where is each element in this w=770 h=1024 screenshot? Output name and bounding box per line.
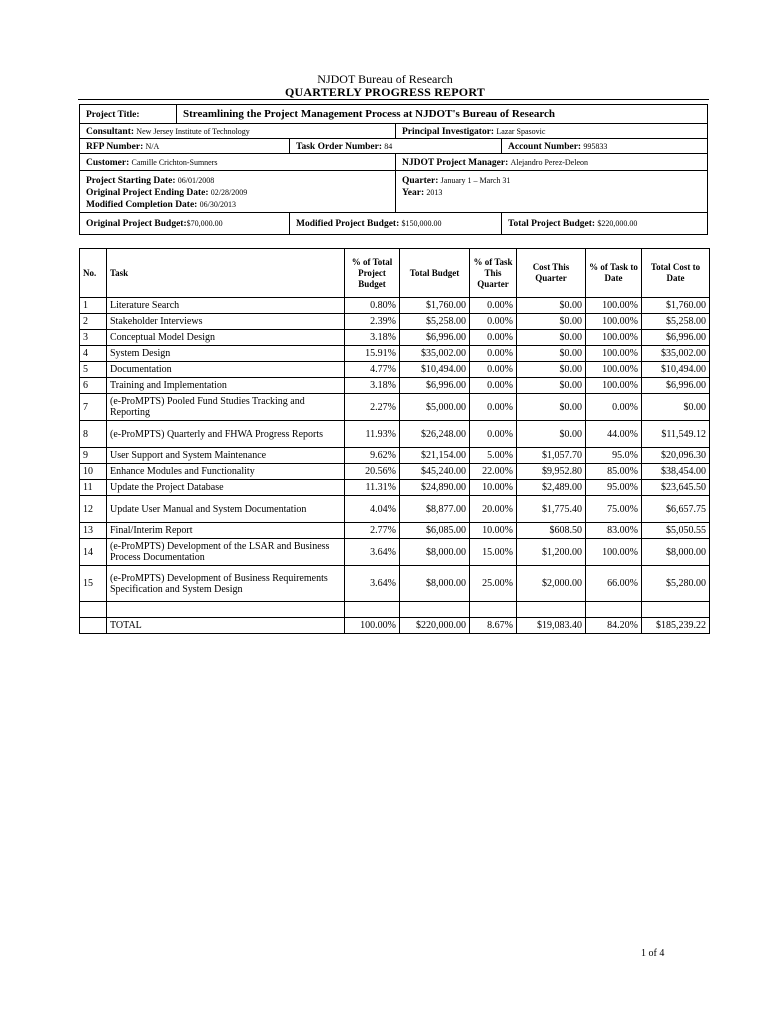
cell-task: User Support and System Maintenance bbox=[107, 448, 345, 464]
cell-pct-quarter: 15.00% bbox=[470, 539, 517, 566]
cell-total-budget: $5,258.00 bbox=[400, 314, 470, 330]
cell-pct-quarter: 20.00% bbox=[470, 496, 517, 523]
orig-end-value: 02/28/2009 bbox=[210, 188, 248, 197]
cell-pct-budget: 0.80% bbox=[345, 298, 400, 314]
table-total-row bbox=[80, 618, 710, 634]
cell-pct-budget: 3.64% bbox=[345, 566, 400, 602]
cell-total-budget: $21,154.00 bbox=[400, 448, 470, 464]
cell-total-budget: $220,000.00 bbox=[400, 618, 470, 634]
table-row bbox=[80, 539, 710, 566]
task-order-label: Task Order Number: bbox=[296, 142, 383, 152]
cell-cost-date: $5,258.00 bbox=[642, 314, 710, 330]
cell-pct-date: 66.00% bbox=[586, 566, 642, 602]
cell-pct-budget: 3.64% bbox=[345, 539, 400, 566]
task-budget-table bbox=[79, 248, 710, 634]
cell-no: 10 bbox=[80, 464, 107, 480]
cell-pct-date: 95.0% bbox=[586, 448, 642, 464]
project-info-block bbox=[79, 104, 708, 235]
cell-cost-quarter: $9,952.80 bbox=[517, 464, 586, 480]
table-row bbox=[80, 480, 710, 496]
cell-cost-quarter: $0.00 bbox=[517, 314, 586, 330]
mod-end-label: Modified Completion Date: bbox=[86, 200, 198, 210]
cell-no bbox=[80, 618, 107, 634]
cell-cost-quarter: $19,083.40 bbox=[517, 618, 586, 634]
cell-cost-date: $6,996.00 bbox=[642, 378, 710, 394]
cell-pct-budget: 11.93% bbox=[345, 421, 400, 448]
cell-total-budget: $26,248.00 bbox=[400, 421, 470, 448]
mod-budget-value: $150,000.00 bbox=[401, 219, 442, 228]
cell-cost-quarter: $0.00 bbox=[517, 394, 586, 421]
table-row bbox=[80, 566, 710, 602]
table-row bbox=[80, 496, 710, 523]
cell-pct-date: 75.00% bbox=[586, 496, 642, 523]
cell-pct-quarter: 0.00% bbox=[470, 394, 517, 421]
col-header-no: No. bbox=[80, 249, 107, 298]
table-blank-row bbox=[80, 602, 710, 618]
cell-pct-budget: 15.91% bbox=[345, 346, 400, 362]
cell-task: Conceptual Model Design bbox=[107, 330, 345, 346]
cell-pct-quarter: 25.00% bbox=[470, 566, 517, 602]
cell-total-budget: $8,877.00 bbox=[400, 496, 470, 523]
cell-pct-date: 100.00% bbox=[586, 330, 642, 346]
rfp-value: N/A bbox=[145, 142, 160, 151]
cell-pct-quarter: 0.00% bbox=[470, 346, 517, 362]
pm-value: Alejandro Perez-Deleon bbox=[510, 158, 589, 167]
cell-pct-budget: 2.39% bbox=[345, 314, 400, 330]
cell-task: (e-ProMPTS) Development of the LSAR and Business Process Documentation bbox=[107, 539, 345, 566]
pi-label: Principal Investigator: bbox=[402, 127, 495, 137]
cell-no: 1 bbox=[80, 298, 107, 314]
cell-no: 13 bbox=[80, 523, 107, 539]
cell-pct-date: 100.00% bbox=[586, 298, 642, 314]
table-row bbox=[80, 394, 710, 421]
cell-pct-quarter: 0.00% bbox=[470, 362, 517, 378]
cell-pct-budget: 4.04% bbox=[345, 496, 400, 523]
cell-pct-date: 84.20% bbox=[586, 618, 642, 634]
table-row bbox=[80, 346, 710, 362]
cell-task: (e-ProMPTS) Development of Business Requirements Specification and System Design bbox=[107, 566, 345, 602]
cell-cost-date: $10,494.00 bbox=[642, 362, 710, 378]
customer-label: Customer: bbox=[86, 158, 130, 168]
cell-pct-quarter: 8.67% bbox=[470, 618, 517, 634]
cell-no: 9 bbox=[80, 448, 107, 464]
cell-pct-date: 44.00% bbox=[586, 421, 642, 448]
cell-total-budget: $6,996.00 bbox=[400, 378, 470, 394]
cell-total-budget: $45,240.00 bbox=[400, 464, 470, 480]
orig-budget-value: $70,000.00 bbox=[186, 219, 223, 228]
quarter-label: Quarter: bbox=[402, 176, 439, 186]
cell-total-label: TOTAL bbox=[107, 618, 345, 634]
cell-task: Training and Implementation bbox=[107, 378, 345, 394]
cell-total-budget: $24,890.00 bbox=[400, 480, 470, 496]
cell-pct-date: 85.00% bbox=[586, 464, 642, 480]
table-row bbox=[80, 421, 710, 448]
year-label: Year: bbox=[402, 188, 425, 198]
col-header-pct-date: % of Task to Date bbox=[586, 249, 642, 298]
cell-cost-quarter: $1,057.70 bbox=[517, 448, 586, 464]
account-value: 995833 bbox=[583, 142, 608, 151]
total-budget-value: $220,000.00 bbox=[597, 219, 638, 228]
cell-pct-budget: 9.62% bbox=[345, 448, 400, 464]
start-date-label: Project Starting Date: bbox=[86, 176, 176, 186]
cell-total-budget: $5,000.00 bbox=[400, 394, 470, 421]
cell-pct-date: 95.00% bbox=[586, 480, 642, 496]
cell-task: (e-ProMPTS) Pooled Fund Studies Tracking and Reporting bbox=[107, 394, 345, 421]
cell-total-budget: $8,000.00 bbox=[400, 539, 470, 566]
cell-pct-quarter: 10.00% bbox=[470, 480, 517, 496]
cell-no: 14 bbox=[80, 539, 107, 566]
cell-pct-quarter: 5.00% bbox=[470, 448, 517, 464]
project-title-label: Project Title: bbox=[86, 110, 140, 120]
cell-task: Update the Project Database bbox=[107, 480, 345, 496]
cell-total-budget: $8,000.00 bbox=[400, 566, 470, 602]
cell-pct-quarter: 22.00% bbox=[470, 464, 517, 480]
cell-cost-date: $1,760.00 bbox=[642, 298, 710, 314]
cell-pct-quarter: 0.00% bbox=[470, 421, 517, 448]
cell-cost-quarter: $0.00 bbox=[517, 421, 586, 448]
cell-cost-date: $35,002.00 bbox=[642, 346, 710, 362]
cell-total-budget: $35,002.00 bbox=[400, 346, 470, 362]
cell-pct-quarter: 0.00% bbox=[470, 378, 517, 394]
col-header-cost-date: Total Cost to Date bbox=[642, 249, 710, 298]
cell-pct-date: 100.00% bbox=[586, 362, 642, 378]
cell-cost-quarter: $2,000.00 bbox=[517, 566, 586, 602]
col-header-pct-budget: % of Total Project Budget bbox=[345, 249, 400, 298]
cell-pct-budget: 100.00% bbox=[345, 618, 400, 634]
task-order-value: 84 bbox=[384, 142, 393, 151]
start-date-value: 06/01/2008 bbox=[177, 176, 215, 185]
cell-cost-quarter: $1,775.40 bbox=[517, 496, 586, 523]
cell-no: 7 bbox=[80, 394, 107, 421]
cell-cost-date: $6,657.75 bbox=[642, 496, 710, 523]
cell-cost-date: $11,549.12 bbox=[642, 421, 710, 448]
cell-no: 3 bbox=[80, 330, 107, 346]
cell-pct-quarter: 0.00% bbox=[470, 330, 517, 346]
consultant-label: Consultant: bbox=[86, 127, 135, 137]
cell-total-budget: $10,494.00 bbox=[400, 362, 470, 378]
quarter-value: January 1 – March 31 bbox=[440, 176, 511, 185]
cell-pct-quarter: 0.00% bbox=[470, 314, 517, 330]
cell-cost-quarter: $0.00 bbox=[517, 298, 586, 314]
cell-pct-date: 83.00% bbox=[586, 523, 642, 539]
report-title: QUARTERLY PROGRESS REPORT bbox=[285, 85, 485, 99]
cell-pct-budget: 20.56% bbox=[345, 464, 400, 480]
cell-pct-date: 100.00% bbox=[586, 378, 642, 394]
cell-pct-date: 100.00% bbox=[586, 314, 642, 330]
cell-pct-budget: 4.77% bbox=[345, 362, 400, 378]
cell-pct-budget: 3.18% bbox=[345, 378, 400, 394]
table-row bbox=[80, 298, 710, 314]
org-name: NJDOT Bureau of Research bbox=[317, 72, 453, 86]
cell-task: Enhance Modules and Functionality bbox=[107, 464, 345, 480]
table-header-row bbox=[80, 249, 710, 298]
cell-task: Stakeholder Interviews bbox=[107, 314, 345, 330]
cell-cost-quarter: $608.50 bbox=[517, 523, 586, 539]
cell-task: System Design bbox=[107, 346, 345, 362]
cell-task: Documentation bbox=[107, 362, 345, 378]
table-row bbox=[80, 330, 710, 346]
orig-budget-label: Original Project Budget: bbox=[86, 219, 187, 229]
cell-cost-quarter: $0.00 bbox=[517, 378, 586, 394]
table-row bbox=[80, 464, 710, 480]
cell-total-budget: $6,996.00 bbox=[400, 330, 470, 346]
table-row bbox=[80, 362, 710, 378]
col-header-pct-quarter: % of Task This Quarter bbox=[470, 249, 517, 298]
cell-no: 8 bbox=[80, 421, 107, 448]
col-header-total-budget: Total Budget bbox=[400, 249, 470, 298]
cell-cost-quarter: $0.00 bbox=[517, 346, 586, 362]
cell-cost-date: $5,050.55 bbox=[642, 523, 710, 539]
pi-value: Lazar Spasovic bbox=[496, 127, 546, 136]
table-row bbox=[80, 378, 710, 394]
cell-task: Update User Manual and System Documentation bbox=[107, 496, 345, 523]
cell-cost-quarter: $0.00 bbox=[517, 330, 586, 346]
pm-label: NJDOT Project Manager: bbox=[402, 158, 509, 168]
cell-pct-budget: 2.27% bbox=[345, 394, 400, 421]
project-title-value: Streamlining the Project Management Process at NJDOT's Bureau of Research bbox=[183, 108, 556, 120]
cell-cost-quarter: $2,489.00 bbox=[517, 480, 586, 496]
cell-task: Final/Interim Report bbox=[107, 523, 345, 539]
cell-cost-date: $8,000.00 bbox=[642, 539, 710, 566]
cell-cost-date: $5,280.00 bbox=[642, 566, 710, 602]
cell-pct-budget: 2.77% bbox=[345, 523, 400, 539]
cell-pct-quarter: 10.00% bbox=[470, 523, 517, 539]
cell-no: 12 bbox=[80, 496, 107, 523]
mod-budget-label: Modified Project Budget: bbox=[296, 219, 400, 229]
total-budget-label: Total Project Budget: bbox=[508, 219, 596, 229]
cell-pct-budget: 3.18% bbox=[345, 330, 400, 346]
rfp-label: RFP Number: bbox=[86, 142, 144, 152]
cell-total-budget: $1,760.00 bbox=[400, 298, 470, 314]
cell-pct-date: 0.00% bbox=[586, 394, 642, 421]
cell-no: 5 bbox=[80, 362, 107, 378]
cell-cost-date: $0.00 bbox=[642, 394, 710, 421]
orig-end-label: Original Project Ending Date: bbox=[86, 188, 209, 198]
account-label: Account Number: bbox=[508, 142, 582, 152]
cell-cost-date: $20,096.30 bbox=[642, 448, 710, 464]
cell-total-budget: $6,085.00 bbox=[400, 523, 470, 539]
customer-value: Camille Crichton-Sumners bbox=[131, 158, 218, 167]
cell-task: (e-ProMPTS) Quarterly and FHWA Progress Reports bbox=[107, 421, 345, 448]
col-header-task: Task bbox=[107, 249, 345, 298]
mod-end-value: 06/30/2013 bbox=[199, 200, 237, 209]
cell-pct-budget: 11.31% bbox=[345, 480, 400, 496]
table-row bbox=[80, 523, 710, 539]
cell-pct-date: 100.00% bbox=[586, 346, 642, 362]
cell-pct-date: 100.00% bbox=[586, 539, 642, 566]
cell-task: Literature Search bbox=[107, 298, 345, 314]
consultant-value: New Jersey Institute of Technology bbox=[136, 127, 250, 136]
year-value: 2013 bbox=[426, 188, 443, 197]
cell-no: 2 bbox=[80, 314, 107, 330]
header-rule bbox=[78, 99, 709, 100]
cell-cost-date: $185,239.22 bbox=[642, 618, 710, 634]
table-row bbox=[80, 448, 710, 464]
page-number: 1 of 4 bbox=[641, 948, 665, 959]
cell-cost-date: $6,996.00 bbox=[642, 330, 710, 346]
col-header-cost-quarter: Cost This Quarter bbox=[517, 249, 586, 298]
cell-no: 4 bbox=[80, 346, 107, 362]
cell-cost-date: $38,454.00 bbox=[642, 464, 710, 480]
table-row bbox=[80, 314, 710, 330]
cell-cost-date: $23,645.50 bbox=[642, 480, 710, 496]
cell-cost-quarter: $1,200.00 bbox=[517, 539, 586, 566]
cell-no: 15 bbox=[80, 566, 107, 602]
cell-cost-quarter: $0.00 bbox=[517, 362, 586, 378]
cell-no: 11 bbox=[80, 480, 107, 496]
cell-no: 6 bbox=[80, 378, 107, 394]
cell-pct-quarter: 0.00% bbox=[470, 298, 517, 314]
